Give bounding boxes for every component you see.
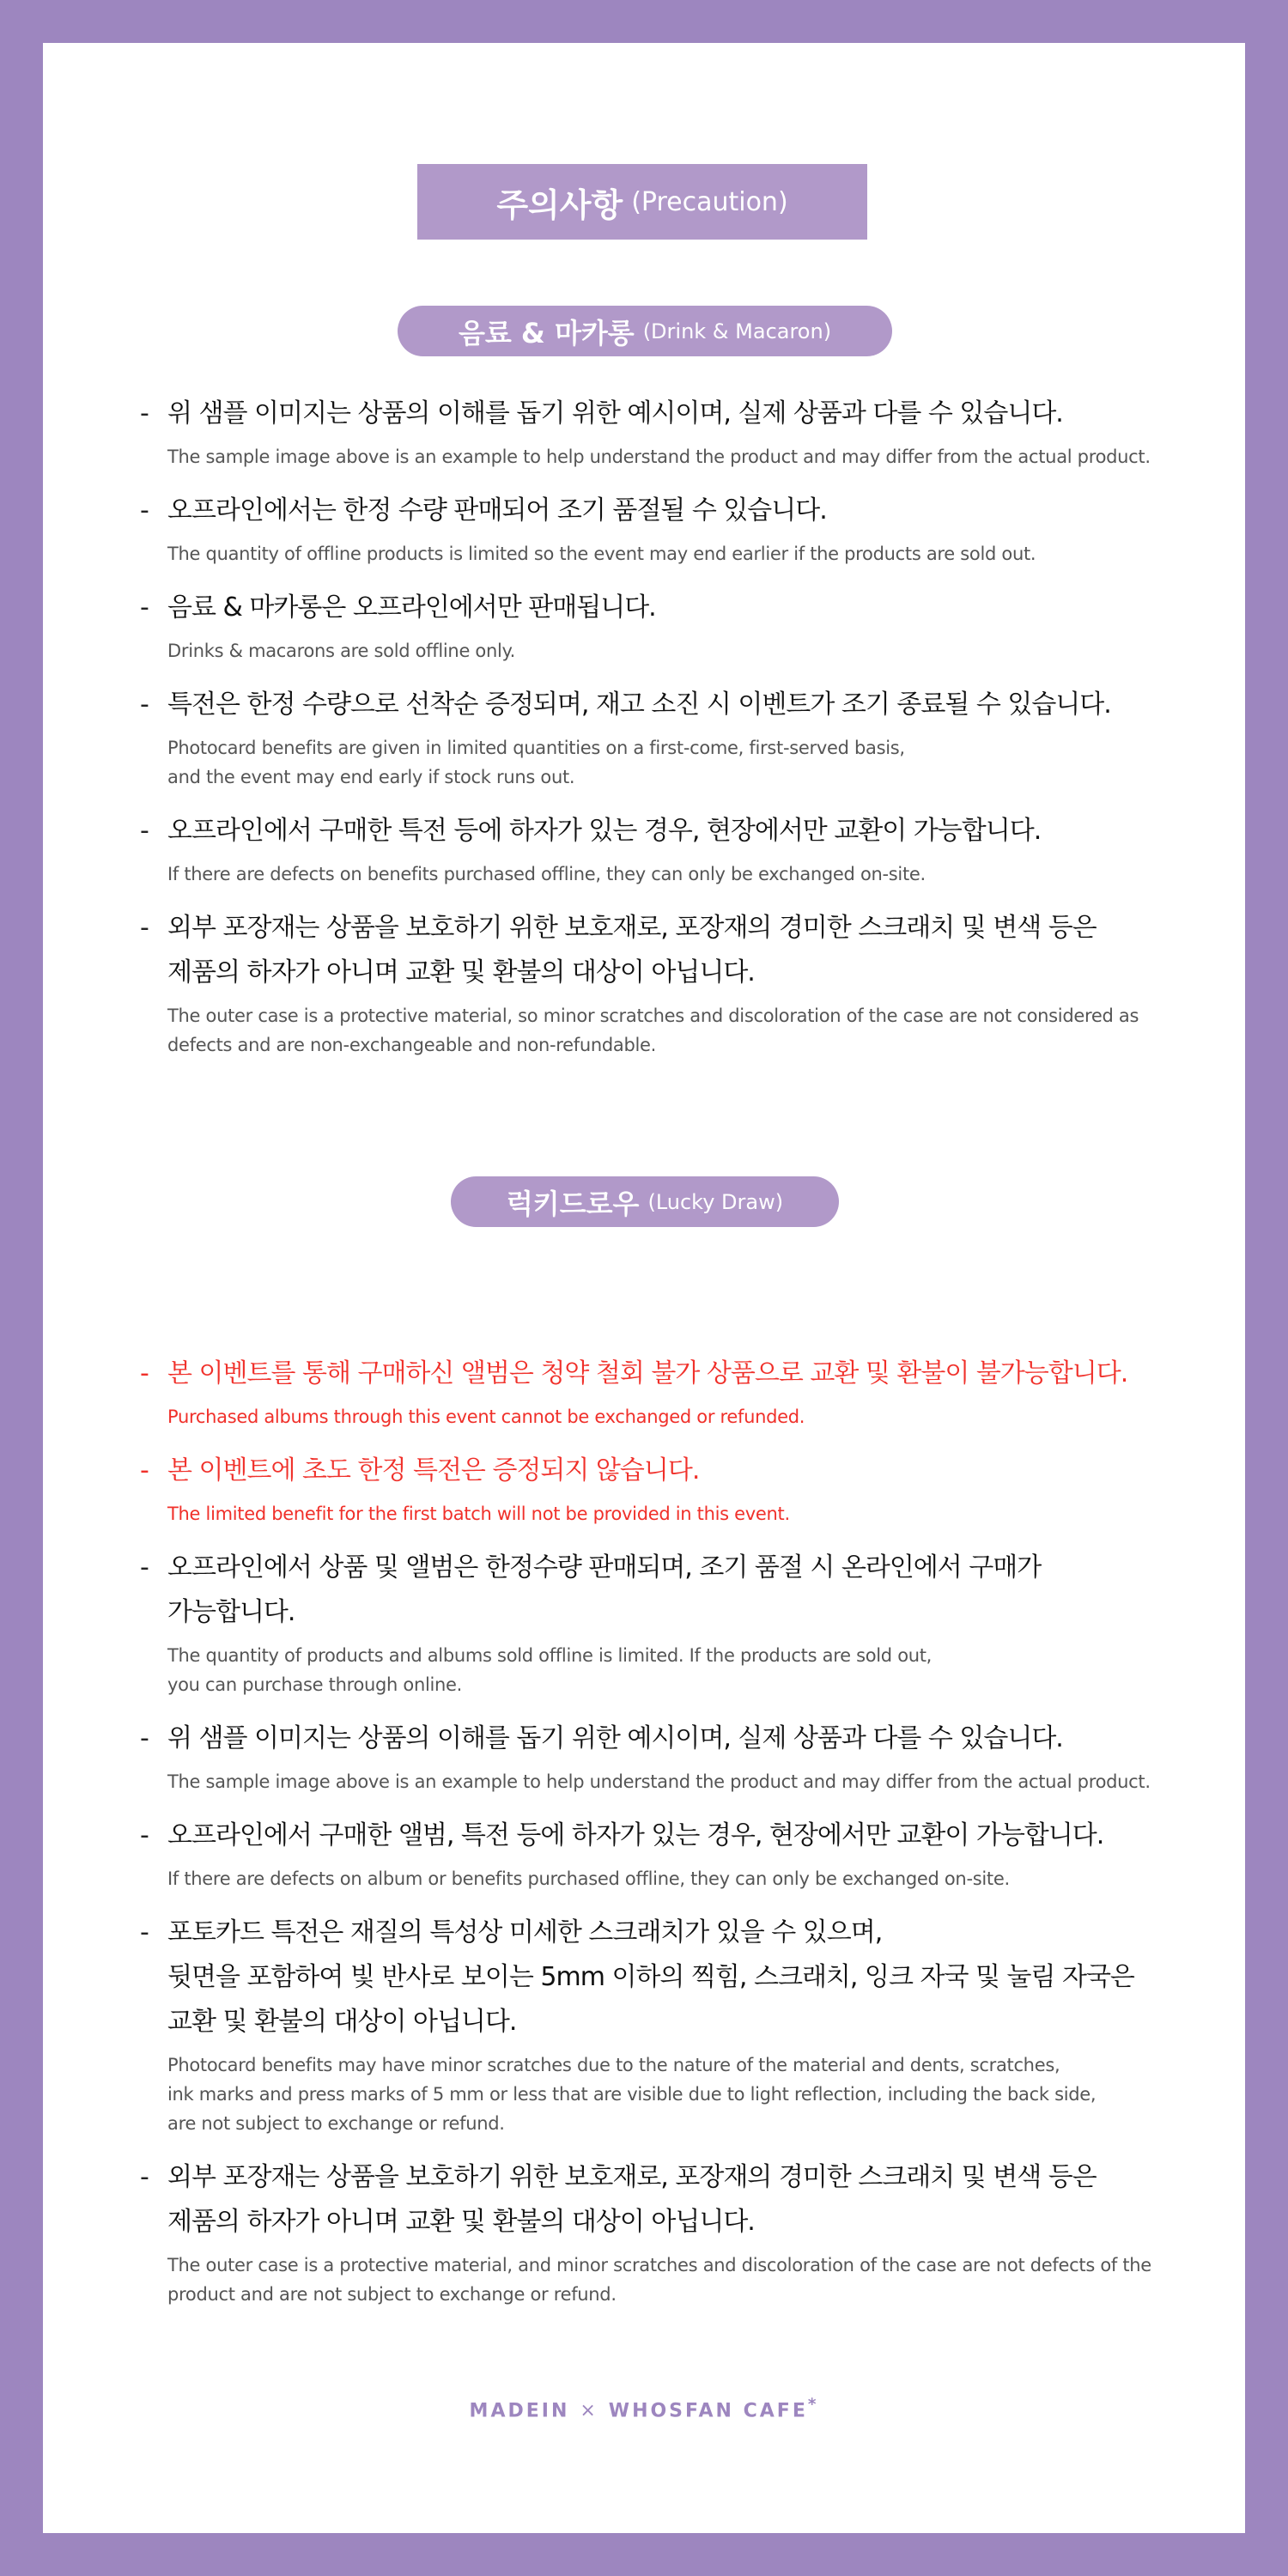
notice-item xyxy=(140,489,1196,568)
notice-text-ko: 위 샘플 이미지는 상품의 이해를 돕기 위한 예시이며, 실제 상품과 다를 수 있습니다. xyxy=(167,398,1063,428)
section-title-ko: 음료 & 마카롱 xyxy=(458,316,635,349)
notice-item xyxy=(140,1911,1196,2138)
notice-panel xyxy=(43,43,1245,2533)
notice-item xyxy=(140,1814,1196,1893)
notice-text-en: The outer case is a protective material, so minor scratches and discoloration of the case are not considered as defects and are non-exchangeable and non-refundable. xyxy=(167,1005,1139,1055)
star-icon: * xyxy=(807,2396,819,2414)
notice-text-en: Photocard benefits are given in limited quantities on a first-come, first-served basis, and the event may end early if stock runs out. xyxy=(167,738,905,787)
brand-madein: MADEIN xyxy=(469,2400,570,2422)
notice-text-ko: 포토카드 특전은 재질의 특성상 미세한 스크래치가 있을 수 있으며, 뒷면을 포함하여 빛 반사로 보이는 5mm 이하의 찍힘, 스크래치, 잉크 자국 및 눌림 자국은 교환 및 환불의 대상이 아닙니다. xyxy=(167,1917,1134,2037)
section-title-en: (Lucky Draw) xyxy=(647,1189,784,1214)
page-title-ko: 주의사항 xyxy=(496,185,623,224)
notice-item xyxy=(140,906,1196,1060)
bullet-dash: - xyxy=(140,1723,149,1753)
notice-text-en: Drinks & macarons are sold offline only. xyxy=(167,641,516,661)
bullet-dash: - xyxy=(140,1455,149,1485)
bullet-dash: - xyxy=(140,398,149,428)
notice-text-ko: 외부 포장재는 상품을 보호하기 위한 보호재로, 포장재의 경미한 스크래치 및 변색 등은 제품의 하자가 아니며 교환 및 환불의 대상이 아닙니다. xyxy=(167,913,1097,987)
section-heading-drink-macaron xyxy=(398,306,892,356)
notice-text-en: If there are defects on benefits purchased offline, they can only be exchanged on-site. xyxy=(167,864,926,884)
notice-text-en: Purchased albums through this event cannot be exchanged or refunded. xyxy=(167,1406,805,1427)
notice-text-en: The limited benefit for the first batch will not be provided in this event. xyxy=(167,1504,790,1524)
notice-item xyxy=(140,1716,1196,1796)
bullet-dash: - xyxy=(140,495,149,526)
notice-text-en: The quantity of products and albums sold offline is limited. If the products are sold out, you can purchase through online. xyxy=(167,1645,933,1695)
notice-item xyxy=(140,683,1196,792)
notice-text-ko: 위 샘플 이미지는 상품의 이해를 돕기 위한 예시이며, 실제 상품과 다를 수 있습니다. xyxy=(167,1723,1063,1753)
notice-item xyxy=(140,2155,1196,2309)
lucky-draw-notice-list xyxy=(140,1352,1196,2326)
notice-item xyxy=(140,392,1196,471)
bullet-dash: - xyxy=(140,1552,149,1583)
collab-separator: × xyxy=(580,2400,598,2422)
footer-logo xyxy=(43,2396,1245,2421)
notice-text-ko: 오프라인에서 상품 및 앨범은 한정수량 판매되며, 조기 품절 시 온라인에서 구매가 가능합니다. xyxy=(167,1552,1042,1627)
bullet-dash: - xyxy=(140,690,149,720)
notice-text-ko: 특전은 한정 수량으로 선착순 증정되며, 재고 소진 시 이벤트가 조기 종료될 수 있습니다. xyxy=(167,690,1111,720)
notice-item xyxy=(140,586,1196,665)
bullet-dash: - xyxy=(140,592,149,623)
notice-text-ko: 본 이벤트를 통해 구매하신 앨범은 청약 철회 불가 상품으로 교환 및 환불이 불가능합니다. xyxy=(167,1358,1128,1388)
notice-item xyxy=(140,1352,1196,1431)
section-title-en: (Drink & Macaron) xyxy=(642,319,832,343)
notice-text-ko: 본 이벤트에 초도 한정 특전은 증정되지 않습니다. xyxy=(167,1455,700,1485)
page-title-en: (Precaution) xyxy=(631,186,788,217)
bullet-dash: - xyxy=(140,1358,149,1388)
notice-text-en: The sample image above is an example to help understand the product and may differ from the actual product. xyxy=(167,1771,1151,1792)
section-title-ko: 럭키드로우 xyxy=(506,1187,640,1220)
bullet-dash: - xyxy=(140,1820,149,1850)
notice-text-en: Photocard benefits may have minor scratches due to the nature of the material and dents, scratches, ink marks and press marks of 5 mm or less that are visible due to light reflection, including the back side, are not subject to exchange or refund. xyxy=(167,2055,1097,2134)
notice-text-en: The outer case is a protective material, and minor scratches and discoloration of the case are not defects of the product and are not subject to exchange or refund. xyxy=(167,2255,1151,2305)
notice-text-ko: 외부 포장재는 상품을 보호하기 위한 보호재로, 포장재의 경미한 스크래치 및 변색 등은 제품의 하자가 아니며 교환 및 환불의 대상이 아닙니다. xyxy=(167,2162,1097,2237)
page-title xyxy=(417,164,867,240)
brand-whosfan-cafe: WHOSFAN CAFE xyxy=(608,2400,808,2422)
notice-text-ko: 오프라인에서 구매한 앨범, 특전 등에 하자가 있는 경우, 현장에서만 교환이 가능합니다. xyxy=(167,1820,1104,1850)
drink-macaron-notice-list xyxy=(140,392,1196,1077)
notice-text-ko: 음료 & 마카롱은 오프라인에서만 판매됩니다. xyxy=(167,592,656,623)
notice-item xyxy=(140,809,1196,889)
notice-item xyxy=(140,1546,1196,1699)
notice-text-en: If there are defects on album or benefits purchased offline, they can only be exchanged on-site. xyxy=(167,1868,1010,1889)
notice-text-en: The quantity of offline products is limited so the event may end earlier if the products are sold out. xyxy=(167,544,1036,564)
notice-text-en: The sample image above is an example to help understand the product and may differ from the actual product. xyxy=(167,447,1151,467)
bullet-dash: - xyxy=(140,1917,149,1947)
bullet-dash: - xyxy=(140,816,149,846)
notice-text-ko: 오프라인에서 구매한 특전 등에 하자가 있는 경우, 현장에서만 교환이 가능합니다. xyxy=(167,816,1042,846)
notice-text-ko: 오프라인에서는 한정 수량 판매되어 조기 품절될 수 있습니다. xyxy=(167,495,827,526)
notice-item xyxy=(140,1449,1196,1528)
bullet-dash: - xyxy=(140,913,149,943)
bullet-dash: - xyxy=(140,2162,149,2192)
section-heading-lucky-draw xyxy=(451,1176,839,1227)
